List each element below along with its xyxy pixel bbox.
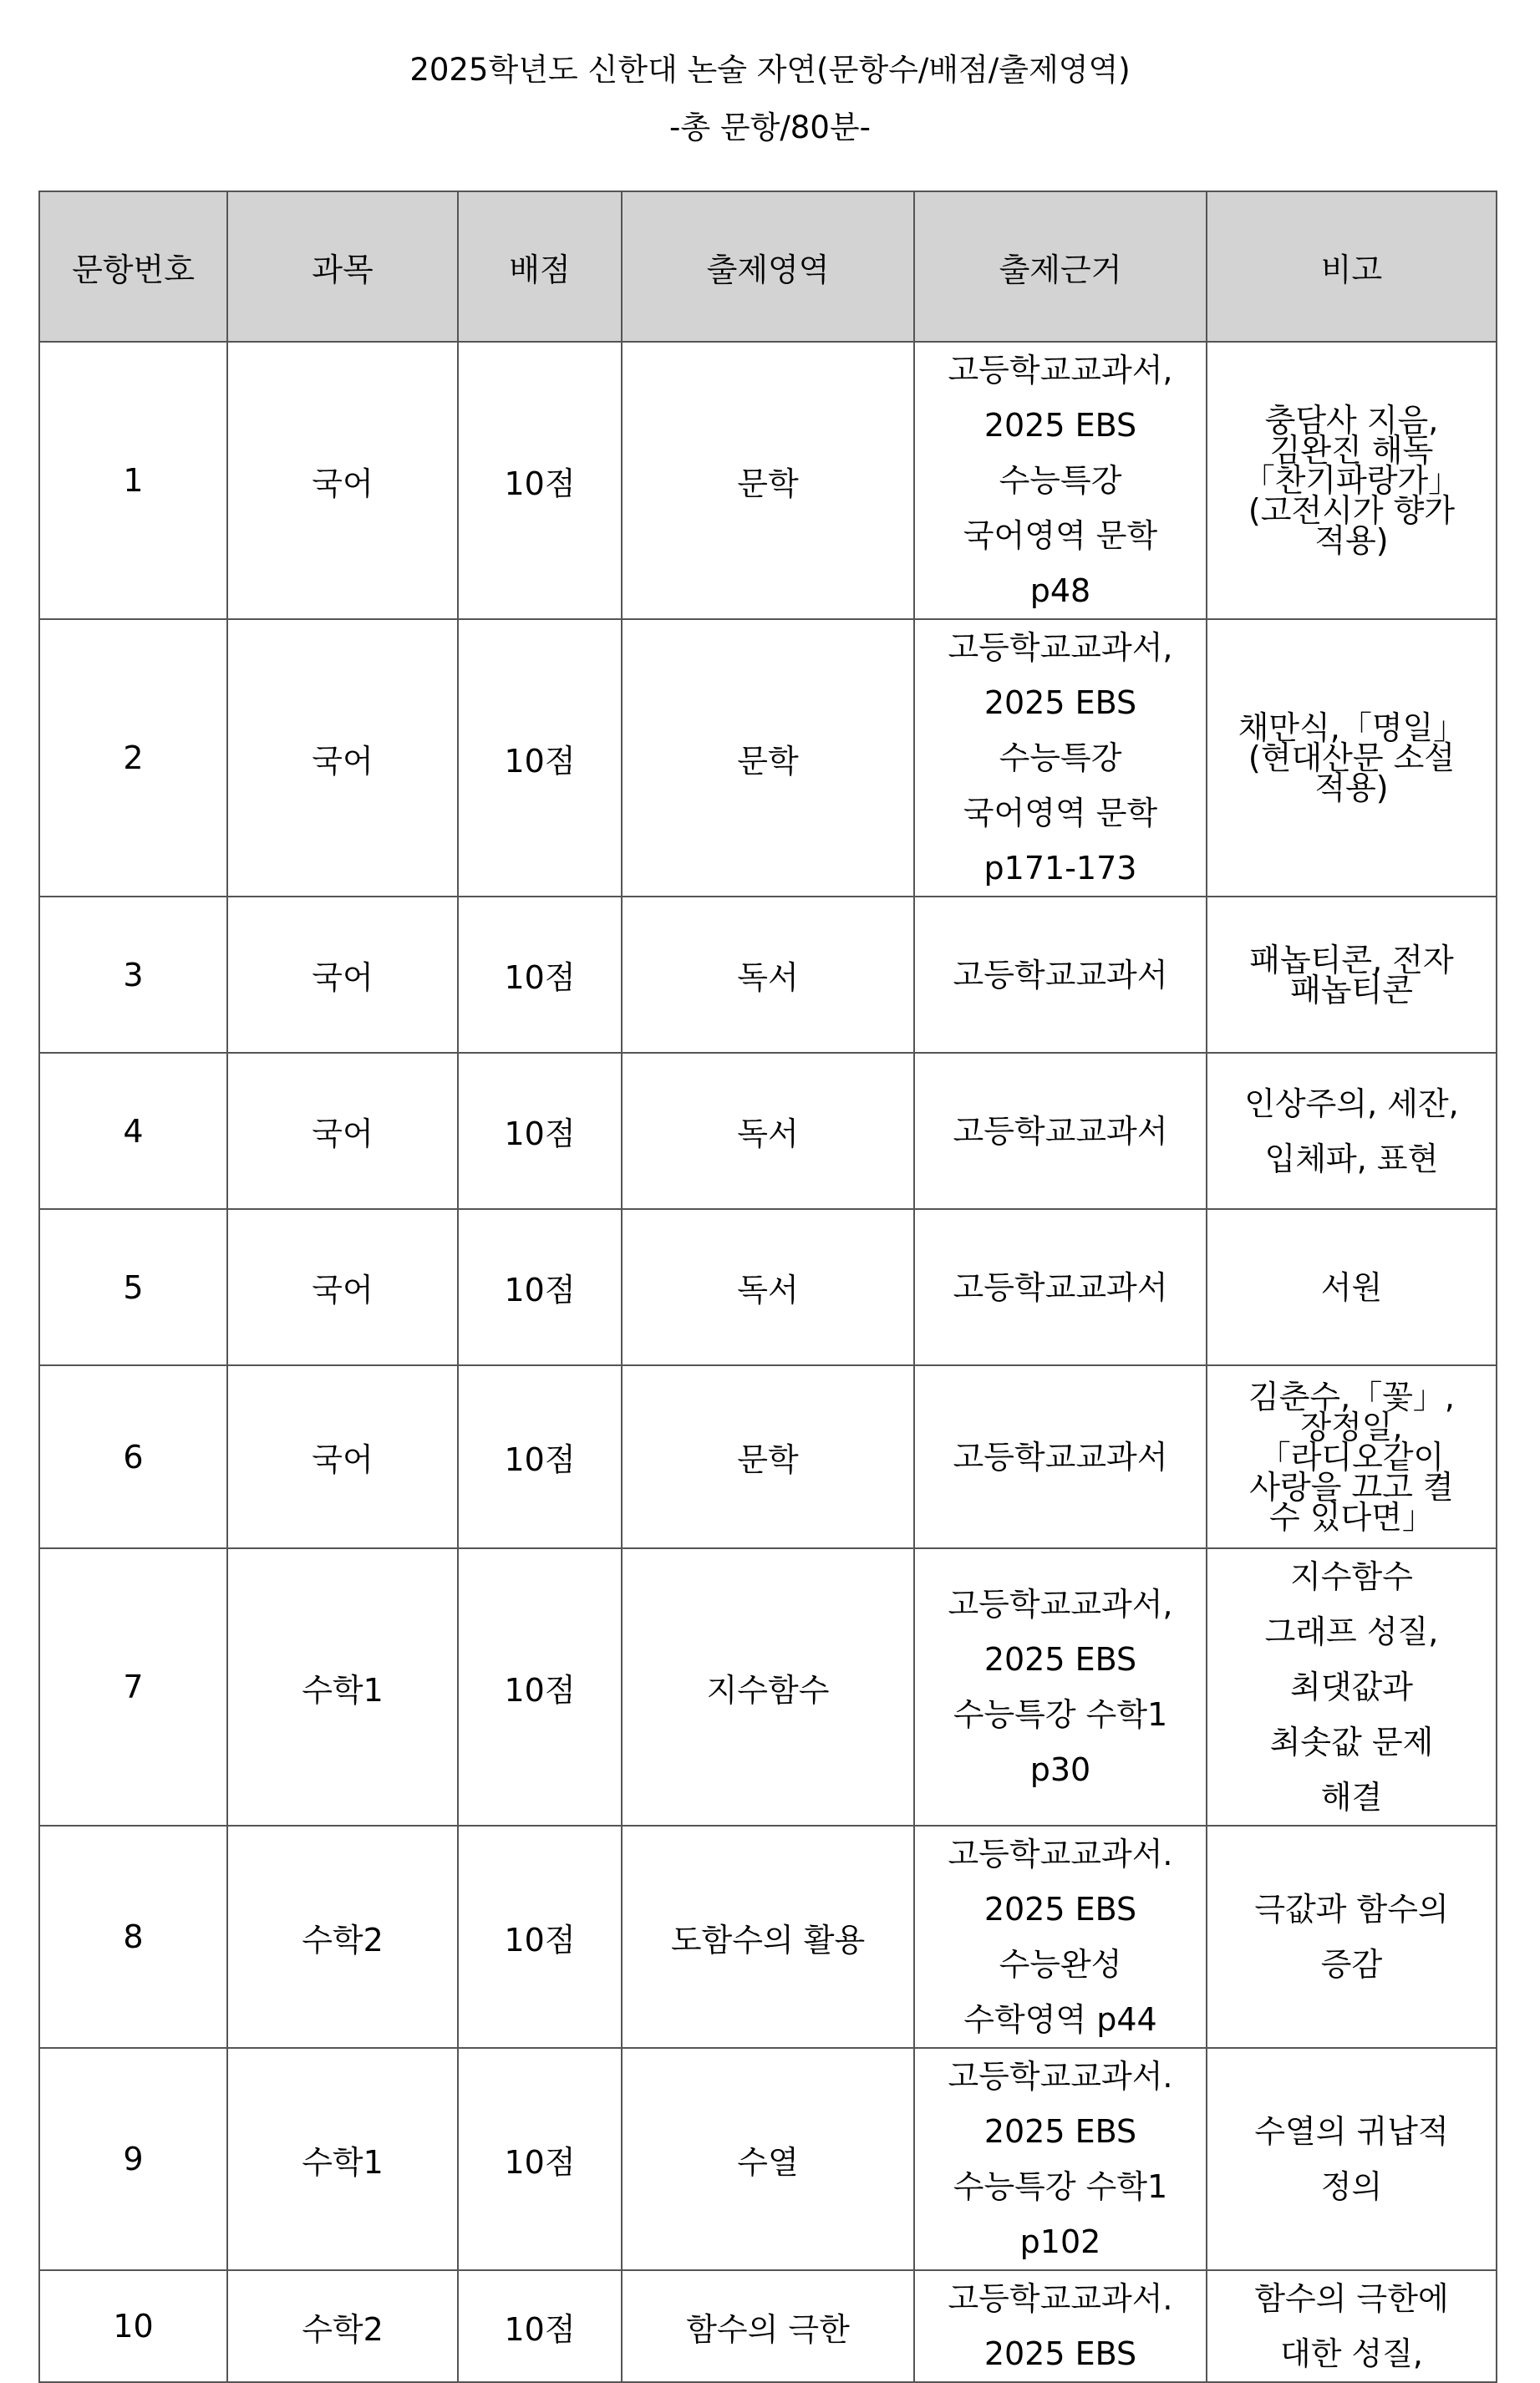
note-line: 최댓값과 (1290, 1669, 1413, 1705)
page-title: 2025학년도 신한대 논술 자연(문항수/배점/출제영역) (409, 52, 1131, 88)
basis-line: 고등학교교과서. (948, 1836, 1173, 1872)
cell-no: 4 (39, 1053, 227, 1209)
cell-no: 10 (39, 2270, 227, 2382)
note-line: 인상주의, 세잔, (1244, 1085, 1459, 1122)
table-row (39, 1209, 1497, 1365)
table-row (39, 897, 1497, 1053)
cell-score: 10점 (458, 1209, 622, 1365)
cell-basis (914, 1365, 1207, 1548)
note-line: 함수의 극한에 (1254, 2280, 1449, 2317)
note-line: 「라디오같이 (1258, 1438, 1445, 1476)
basis-line: p102 (1019, 2223, 1101, 2260)
note-line: 서원 (1320, 1268, 1383, 1306)
basis-line: 고등학교교과서. (948, 2058, 1173, 2095)
cell-score: 10점 (458, 2048, 622, 2270)
table-row (39, 1053, 1497, 1209)
basis-line: 수능특강 수학1 (953, 2168, 1168, 2205)
table-row (39, 2270, 1497, 2382)
cell-subject: 수학2 (227, 2270, 458, 2382)
header-no: 문항번호 (39, 191, 227, 342)
note-line: 충담사 지음, (1264, 402, 1439, 439)
cell-subject: 국어 (227, 897, 458, 1053)
basis-line: 고등학교교과서 (953, 1112, 1168, 1150)
cell-note (1207, 1053, 1497, 1209)
note-line: 김완진 해독 (1269, 432, 1434, 469)
basis-line: 고등학교교과서 (953, 1438, 1168, 1476)
table-row (39, 2048, 1497, 2270)
cell-area: 독서 (622, 897, 914, 1053)
cell-no: 1 (39, 342, 227, 619)
basis-line: 2025 EBS (983, 684, 1137, 721)
cell-no: 6 (39, 1365, 227, 1548)
cell-score: 10점 (458, 1548, 622, 1826)
note-line: 지수함수 (1290, 1558, 1413, 1595)
note-line: 채만식,「명일」 (1238, 709, 1466, 746)
cell-basis (914, 2270, 1207, 2382)
cell-no: 8 (39, 1826, 227, 2048)
note-line: 「찬기파랑가」 (1243, 462, 1461, 499)
basis-line: 2025 EBS (983, 1641, 1137, 1678)
note-line: (현대산문 소설 (1248, 739, 1456, 776)
note-line: (고전시가 향가 (1248, 492, 1456, 529)
basis-line: 수학영역 p44 (963, 2001, 1157, 2038)
table-row (39, 1826, 1497, 2048)
cell-score: 10점 (458, 2270, 622, 2382)
cell-score: 10점 (458, 342, 622, 619)
cell-score: 10점 (458, 897, 622, 1053)
basis-line: 수능완성 (999, 1946, 1122, 1983)
cell-note (1207, 342, 1497, 619)
note-line: 적용) (1314, 522, 1389, 559)
basis-line: p48 (1029, 572, 1091, 609)
header-basis: 출제근거 (914, 191, 1207, 342)
note-line: 그래프 성질, (1264, 1613, 1439, 1650)
cell-basis (914, 342, 1207, 619)
cell-note (1207, 1826, 1497, 2048)
cell-basis (914, 1209, 1207, 1365)
cell-area: 수열 (622, 2048, 914, 2270)
note-line: 패놉티콘 (1290, 971, 1413, 1009)
note-line: 입체파, 표현 (1264, 1140, 1439, 1177)
cell-basis (914, 619, 1207, 897)
cell-subject: 수학1 (227, 1548, 458, 1826)
table-header-row (39, 191, 1497, 342)
cell-subject: 국어 (227, 342, 458, 619)
basis-line: 국어영역 문학 (963, 517, 1158, 554)
cell-subject: 수학1 (227, 2048, 458, 2270)
basis-line: 수능특강 수학1 (953, 1696, 1168, 1733)
cell-area: 함수의 극한 (622, 2270, 914, 2382)
note-line: 수 있다면」 (1269, 1498, 1434, 1536)
cell-note (1207, 619, 1497, 897)
cell-basis (914, 2048, 1207, 2270)
cell-area: 독서 (622, 1053, 914, 1209)
note-line: 극값과 함수의 (1254, 1891, 1449, 1928)
cell-subject: 국어 (227, 1365, 458, 1548)
cell-area: 문학 (622, 1365, 914, 1548)
basis-line: 수능특강 (999, 462, 1122, 499)
table-row (39, 1548, 1497, 1826)
page-subtitle: -총 문항/80분- (669, 109, 871, 145)
cell-no: 3 (39, 897, 227, 1053)
cell-area: 지수함수 (622, 1548, 914, 1826)
cell-basis (914, 1548, 1207, 1826)
cell-area: 문학 (622, 342, 914, 619)
header-score: 배점 (458, 191, 622, 342)
basis-line: 고등학교교과서. (948, 2280, 1173, 2317)
note-line: 장정일, (1300, 1408, 1403, 1446)
basis-line: 2025 EBS (983, 2335, 1137, 2372)
cell-score: 10점 (458, 1365, 622, 1548)
cell-score: 10점 (458, 1053, 622, 1209)
cell-note (1207, 1209, 1497, 1365)
cell-area: 독서 (622, 1209, 914, 1365)
cell-score: 10점 (458, 619, 622, 897)
cell-note (1207, 897, 1497, 1053)
basis-line: 고등학교교과서 (953, 1268, 1168, 1306)
basis-line: 2025 EBS (983, 407, 1137, 444)
cell-no: 7 (39, 1548, 227, 1826)
basis-line: 2025 EBS (983, 2113, 1137, 2150)
basis-line: p171-173 (983, 850, 1137, 887)
note-line: 적용) (1314, 770, 1389, 806)
cell-subject: 국어 (227, 1053, 458, 1209)
cell-basis (914, 1826, 1207, 2048)
cell-subject: 수학2 (227, 1826, 458, 2048)
basis-line: 고등학교교과서, (948, 352, 1173, 389)
note-line: 수열의 귀납적 (1254, 2113, 1449, 2150)
header-subject: 과목 (227, 191, 458, 342)
exam-table (38, 191, 1497, 2383)
note-line: 최솟값 문제 (1269, 1724, 1434, 1761)
cell-basis (914, 897, 1207, 1053)
header-area: 출제영역 (622, 191, 914, 342)
cell-no: 2 (39, 619, 227, 897)
note-line: 해결 (1320, 1779, 1383, 1816)
cell-score: 10점 (458, 1826, 622, 2048)
cell-note (1207, 2270, 1497, 2382)
note-line: 정의 (1320, 2168, 1383, 2205)
cell-area: 도함수의 활용 (622, 1826, 914, 2048)
basis-line: p30 (1029, 1751, 1091, 1788)
note-line: 패놉티콘, 전자 (1249, 941, 1454, 978)
basis-line: 고등학교교과서, (948, 1586, 1173, 1623)
basis-line: 2025 EBS (983, 1891, 1137, 1928)
cell-note (1207, 2048, 1497, 2270)
cell-note (1207, 1365, 1497, 1548)
table-row (39, 619, 1497, 897)
note-line: 김춘수,「꽃」, (1248, 1378, 1455, 1415)
cell-no: 5 (39, 1209, 227, 1365)
cell-basis (914, 1053, 1207, 1209)
note-line: 사랑을 끄고 켤 (1249, 1468, 1454, 1506)
table-row (39, 1365, 1497, 1548)
note-line: 대한 성질, (1280, 2335, 1423, 2372)
cell-subject: 국어 (227, 1209, 458, 1365)
table-row (39, 342, 1497, 619)
header-note: 비고 (1207, 191, 1497, 342)
basis-line: 고등학교교과서, (948, 629, 1173, 666)
basis-line: 수능특강 (999, 739, 1122, 776)
cell-note (1207, 1548, 1497, 1826)
basis-line: 고등학교교과서 (953, 956, 1168, 993)
cell-no: 9 (39, 2048, 227, 2270)
note-line: 증감 (1320, 1946, 1383, 1983)
cell-area: 문학 (622, 619, 914, 897)
cell-subject: 국어 (227, 619, 458, 897)
basis-line: 국어영역 문학 (963, 795, 1158, 831)
